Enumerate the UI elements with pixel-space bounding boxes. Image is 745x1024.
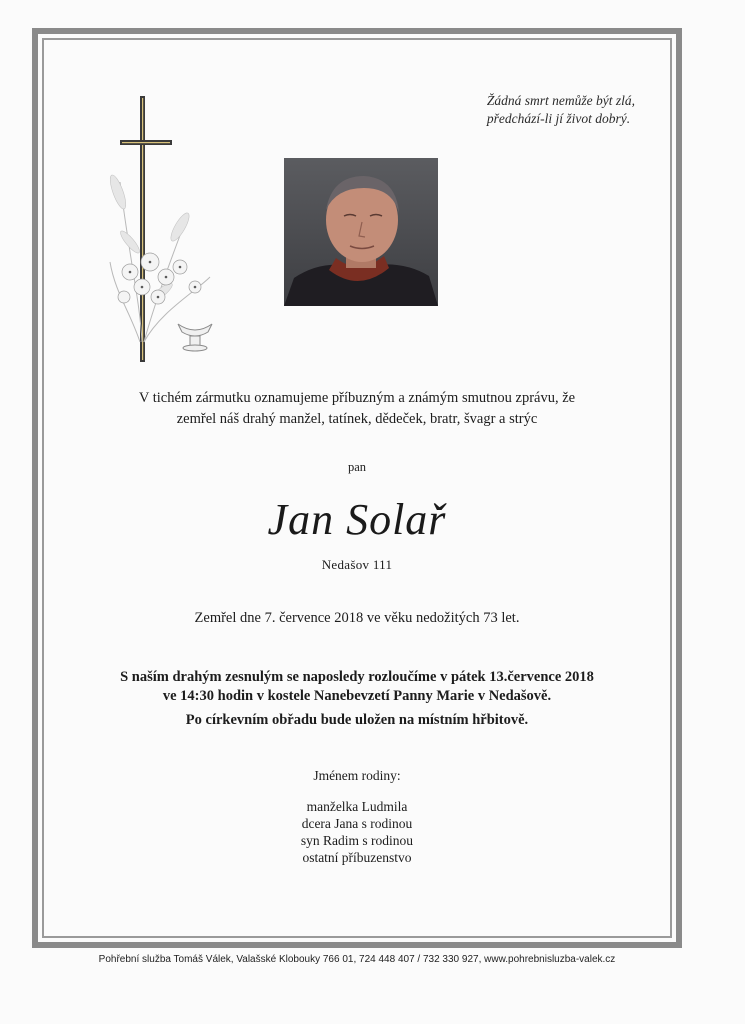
family-heading: Jménem rodiny: [313, 768, 401, 783]
deceased-address: Nedašov 111 [321, 557, 393, 572]
funeral-line-2: ve 14:30 hodin v kostele Nanebevzetí Panny Marie v Nedašově. [162, 688, 552, 704]
motto-line-1: Žádná smrt nemůže být zlá, [486, 93, 635, 108]
cross-with-lilies-icon [100, 92, 230, 367]
deceased-name: Jan Solař [267, 495, 447, 544]
motto-line-2: předchází-li jí život dobrý. [486, 111, 631, 126]
family-member: syn Radim s rodinou [300, 833, 414, 848]
announcement-line-2: zemřel náš drahý manžel, tatínek, dědeček, bratr, švagr a strýc [176, 411, 538, 427]
funeral-line-1: S naším drahým zesnulým se naposledy rozloučíme v pátek 13.července 2018 [120, 669, 594, 685]
motto [487, 92, 635, 128]
funeral-info [42, 668, 672, 706]
family-member: ostatní příbuzenstvo [302, 850, 412, 865]
announcement [42, 388, 672, 430]
announcement-line-1: V tichém zármutku oznamujeme příbuzným a známým smutnou zprávu, že [138, 390, 576, 406]
family-member: dcera Jana s rodinou [301, 816, 413, 831]
burial-info: Po církevním obřadu bude uložen na místním hřbitově. [185, 712, 529, 728]
family-member: manželka Ludmila [306, 799, 408, 814]
death-notice: Zemřel dne 7. července 2018 ve věku nedožitých 73 let. [194, 610, 520, 626]
title-pan: pan [347, 460, 367, 474]
funeral-service-footer: Pohřební služba Tomáš Válek, Valašské Klobouky 766 01, 724 448 407 / 732 330 927, www.pohrebnisluzba-valek.cz [98, 954, 616, 965]
portrait-photo [284, 158, 438, 306]
family-members [42, 798, 672, 866]
